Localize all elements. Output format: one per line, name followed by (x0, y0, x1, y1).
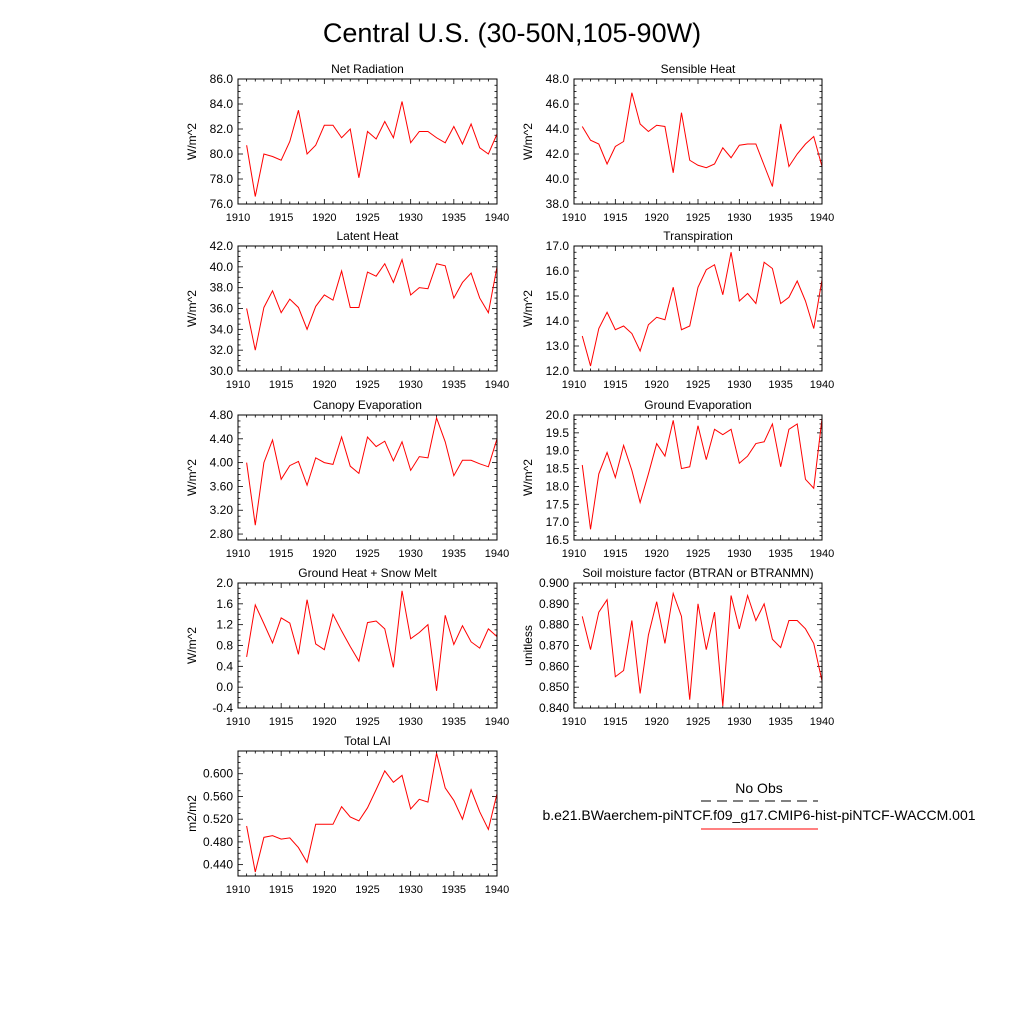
x-tick-label: 1920 (312, 548, 337, 560)
x-tick-label: 1925 (685, 379, 711, 391)
plot-frame (574, 79, 822, 204)
y-tick-label: 19.5 (545, 425, 569, 440)
panel-4 (521, 229, 834, 391)
x-tick-label: 1910 (225, 212, 251, 224)
x-tick-label: 1940 (484, 212, 510, 224)
y-tick-label: 1.6 (216, 596, 233, 611)
y-tick-label: 1.2 (216, 617, 233, 632)
y-axis-label: W/m^2 (185, 290, 199, 327)
plot-frame (238, 751, 497, 876)
x-tick-label: 1920 (312, 884, 337, 896)
y-tick-label: 3.60 (209, 479, 233, 494)
y-axis-label: m2/m2 (185, 795, 199, 832)
x-tick-label: 1930 (398, 212, 423, 224)
y-tick-label: 4.40 (209, 431, 233, 446)
y-axis-label: W/m^2 (521, 459, 535, 496)
y-tick-label: 14.0 (545, 314, 569, 328)
y-tick-label: 34.0 (209, 322, 233, 337)
y-tick-label: 12.0 (545, 364, 569, 378)
y-tick-label: 0.440 (202, 857, 233, 872)
legend-case-label: b.e21.BWaerchem-piNTCF.f09_g17.CMIP6-hist-piNTCF-WACCM.001 (542, 807, 976, 823)
y-tick-label: 13.0 (545, 339, 569, 353)
x-tick-label: 1930 (727, 716, 752, 728)
figure-title: Central U.S. (30-50N,105-90W) (322, 18, 702, 48)
y-tick-label: 17.5 (545, 497, 569, 512)
series-line (582, 252, 822, 366)
y-tick-label: 0.890 (538, 596, 569, 611)
x-tick-label: 1925 (685, 716, 711, 728)
y-tick-label: 82.0 (209, 122, 233, 136)
series-line (247, 591, 497, 691)
panel-title: Net Radiation (331, 62, 404, 76)
x-tick-label: 1915 (268, 548, 294, 560)
y-axis-label: W/m^2 (185, 123, 199, 160)
y-tick-label: -0.4 (212, 701, 233, 715)
panel-8 (521, 566, 834, 728)
x-tick-label: 1935 (441, 548, 467, 560)
x-tick-label: 1915 (603, 716, 628, 728)
y-tick-label: 2.0 (216, 576, 233, 590)
x-tick-label: 1910 (225, 379, 251, 391)
x-tick-label: 1940 (809, 212, 835, 224)
x-tick-label: 1940 (484, 379, 510, 391)
y-tick-label: 17.0 (545, 239, 569, 253)
x-tick-label: 1935 (768, 548, 793, 560)
y-tick-label: 0.900 (538, 576, 569, 590)
y-tick-label: 16.5 (545, 533, 569, 547)
x-tick-label: 1920 (312, 212, 337, 224)
x-tick-label: 1930 (398, 884, 423, 896)
y-tick-label: 0.880 (538, 617, 569, 632)
y-tick-label: 38.0 (545, 197, 569, 211)
y-tick-label: 76.0 (209, 197, 233, 211)
panel-title: Total LAI (344, 734, 391, 748)
x-tick-label: 1935 (768, 716, 793, 728)
plot-frame (238, 583, 497, 708)
panel-title: Ground Heat + Snow Melt (298, 566, 437, 580)
y-tick-label: 4.80 (209, 408, 233, 422)
x-tick-label: 1915 (603, 548, 628, 560)
x-tick-label: 1930 (398, 379, 423, 391)
series-line (247, 753, 497, 872)
plot-frame (238, 415, 497, 540)
y-tick-label: 0.0 (216, 680, 233, 695)
x-tick-label: 1910 (561, 212, 587, 224)
y-tick-label: 44.0 (545, 122, 569, 136)
y-tick-label: 0.480 (202, 834, 233, 849)
x-tick-label: 1940 (484, 548, 510, 560)
y-axis-label: unitless (521, 625, 535, 666)
x-tick-label: 1930 (727, 379, 752, 391)
x-tick-label: 1925 (355, 379, 380, 391)
x-tick-label: 1910 (225, 884, 251, 896)
series-line (247, 102, 497, 197)
y-tick-label: 0.840 (538, 701, 569, 715)
x-tick-label: 1915 (268, 212, 294, 224)
plot-frame (574, 583, 822, 708)
x-tick-label: 1935 (768, 379, 793, 391)
x-tick-label: 1925 (355, 716, 380, 728)
x-tick-label: 1910 (561, 716, 587, 728)
panel-title: Soil moisture factor (BTRAN or BTRANMN) (582, 566, 814, 580)
plot-frame (238, 79, 497, 204)
x-tick-label: 1925 (685, 212, 711, 224)
x-tick-label: 1940 (484, 716, 510, 728)
panel-title: Latent Heat (336, 229, 399, 243)
y-tick-label: 80.0 (209, 147, 233, 161)
x-tick-label: 1930 (398, 548, 423, 560)
panel-title: Canopy Evaporation (313, 398, 422, 412)
y-tick-label: 48.0 (545, 72, 569, 86)
y-tick-label: 19.0 (545, 443, 569, 458)
series-line (247, 418, 497, 525)
x-tick-label: 1915 (268, 716, 294, 728)
panel-title: Transpiration (663, 229, 733, 243)
series-line (247, 260, 497, 351)
y-tick-label: 0.600 (202, 766, 233, 781)
x-tick-label: 1925 (355, 212, 380, 224)
x-tick-label: 1915 (603, 212, 628, 224)
x-tick-label: 1935 (441, 716, 467, 728)
plot-frame (238, 246, 497, 371)
y-tick-label: 0.870 (538, 638, 569, 653)
y-axis-label: W/m^2 (521, 290, 535, 327)
y-tick-label: 17.0 (545, 515, 569, 530)
y-tick-label: 0.4 (216, 659, 233, 674)
legend (542, 780, 975, 829)
y-tick-label: 36.0 (209, 301, 233, 316)
y-axis-label: W/m^2 (185, 627, 199, 664)
x-tick-label: 1940 (809, 548, 835, 560)
y-axis-label: W/m^2 (521, 123, 535, 160)
x-tick-label: 1920 (644, 212, 669, 224)
y-tick-label: 40.0 (209, 259, 233, 274)
x-tick-label: 1910 (225, 548, 251, 560)
panel-1 (185, 62, 509, 224)
y-tick-label: 46.0 (545, 97, 569, 111)
x-tick-label: 1910 (225, 716, 251, 728)
panel-7 (185, 566, 509, 728)
y-tick-label: 32.0 (209, 343, 233, 358)
x-tick-label: 1920 (644, 716, 669, 728)
panels (185, 62, 834, 896)
legend-obs-label: No Obs (735, 780, 783, 796)
panel-5 (185, 398, 509, 560)
y-tick-label: 78.0 (209, 172, 233, 186)
y-tick-label: 0.8 (216, 638, 233, 653)
x-tick-label: 1925 (685, 548, 711, 560)
y-tick-label: 18.0 (545, 479, 569, 494)
panel-9 (185, 734, 509, 896)
y-tick-label: 84.0 (209, 97, 233, 111)
y-tick-label: 16.0 (545, 264, 569, 278)
x-tick-label: 1915 (268, 379, 294, 391)
x-tick-label: 1930 (727, 548, 752, 560)
x-tick-label: 1930 (727, 212, 752, 224)
y-tick-label: 2.80 (209, 527, 233, 542)
x-tick-label: 1915 (603, 379, 628, 391)
x-tick-label: 1910 (561, 548, 587, 560)
y-tick-label: 15.0 (545, 289, 569, 303)
panel-3 (185, 229, 509, 391)
x-tick-label: 1925 (355, 548, 380, 560)
x-tick-label: 1940 (484, 884, 510, 896)
x-tick-label: 1920 (644, 379, 669, 391)
y-tick-label: 18.5 (545, 461, 569, 476)
x-tick-label: 1910 (561, 379, 587, 391)
x-tick-label: 1925 (355, 884, 380, 896)
y-tick-label: 4.00 (209, 455, 233, 470)
x-tick-label: 1920 (644, 548, 669, 560)
y-tick-label: 38.0 (209, 280, 233, 295)
panel-title: Ground Evaporation (644, 398, 752, 412)
y-tick-label: 20.0 (545, 408, 569, 422)
panel-2 (521, 62, 834, 224)
y-tick-label: 3.20 (209, 503, 233, 518)
y-axis-label: W/m^2 (185, 459, 199, 496)
plot-frame (574, 246, 822, 371)
x-tick-label: 1940 (809, 379, 835, 391)
y-tick-label: 0.520 (202, 812, 233, 827)
y-tick-label: 0.860 (538, 659, 569, 674)
series-line (582, 419, 822, 530)
y-tick-label: 42.0 (209, 239, 233, 253)
series-line (582, 93, 822, 187)
x-tick-label: 1935 (441, 884, 467, 896)
x-tick-label: 1940 (809, 716, 835, 728)
x-tick-label: 1920 (312, 716, 337, 728)
plot-frame (574, 415, 822, 540)
x-tick-label: 1935 (441, 379, 467, 391)
y-tick-label: 30.0 (209, 364, 233, 378)
panel-6 (521, 398, 834, 560)
y-tick-label: 0.560 (202, 789, 233, 804)
x-tick-label: 1935 (768, 212, 793, 224)
x-tick-label: 1930 (398, 716, 423, 728)
x-tick-label: 1915 (268, 884, 294, 896)
x-tick-label: 1920 (312, 379, 337, 391)
y-tick-label: 86.0 (209, 72, 233, 86)
y-tick-label: 40.0 (545, 172, 569, 186)
x-tick-label: 1935 (441, 212, 467, 224)
y-tick-label: 42.0 (545, 147, 569, 161)
series-line (582, 593, 822, 706)
y-tick-label: 0.850 (538, 680, 569, 695)
panel-title: Sensible Heat (660, 62, 736, 76)
